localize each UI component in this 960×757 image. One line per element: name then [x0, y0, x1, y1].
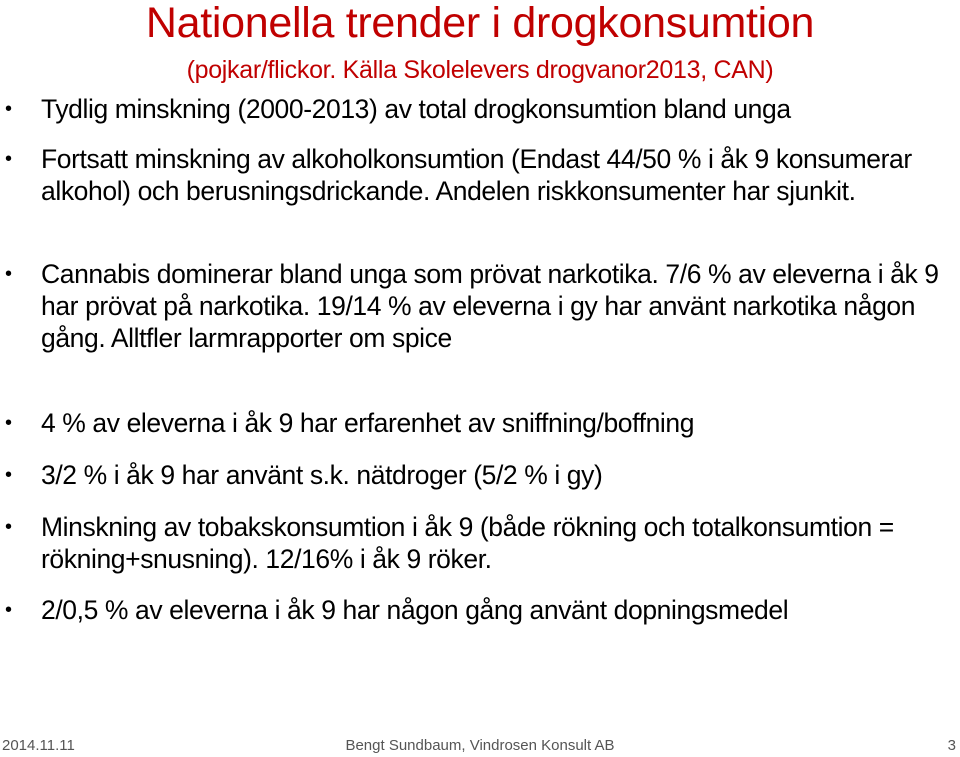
- bullet-dot-icon: •: [5, 464, 12, 486]
- footer-page-number: 3: [947, 737, 956, 754]
- slide-subtitle: (pojkar/flickor. Källa Skolelevers drogvanor2013, CAN): [186, 56, 774, 84]
- bullet-item: [0, 511, 940, 575]
- bullet-dot-icon: •: [5, 516, 12, 538]
- footer-author: Bengt Sundbaum, Vindrosen Konsult AB: [345, 737, 615, 754]
- bullet-text: Cannabis dominerar bland unga som prövat narkotika. 7/6 % av eleverna i åk 9 har prövat på narkotika. 19/14 % av eleverna i gy har använt narkotika någon gång. Alltfler larmrapporter om spice: [41, 259, 939, 353]
- bullet-item: [0, 258, 940, 354]
- slide-title: Nationella trender i drogkonsumtion: [145, 0, 815, 47]
- bullet-dot-icon: •: [5, 98, 12, 120]
- bullet-text: 2/0,5 % av eleverna i åk 9 har någon gång använt dopningsmedel: [41, 595, 789, 625]
- bullet-dot-icon: •: [5, 148, 12, 170]
- bullet-text: Fortsatt minskning av alkoholkonsumtion (Endast 44/50 % i åk 9 konsumerar alkohol) och berusningsdrickande. Andelen riskkonsumenter har sjunkit.: [41, 144, 912, 206]
- bullet-item: [0, 93, 940, 125]
- bullet-text: Tydlig minskning (2000-2013) av total drogkonsumtion bland unga: [41, 94, 791, 124]
- bullet-text: 3/2 % i åk 9 har använt s.k. nätdroger (5/2 % i gy): [41, 460, 603, 490]
- bullet-dot-icon: •: [5, 263, 12, 285]
- bullet-item: [0, 594, 940, 626]
- bullet-text: 4 % av eleverna i åk 9 har erfarenhet av sniffning/boffning: [41, 408, 695, 438]
- footer-date: 2014.11.11: [2, 737, 75, 754]
- bullet-item: [0, 143, 940, 207]
- bullet-item: [0, 407, 940, 439]
- bullet-dot-icon: •: [5, 412, 12, 434]
- bullet-text: Minskning av tobakskonsumtion i åk 9 (både rökning och totalkonsumtion = rökning+snusning). 12/16% i åk 9 röker.: [41, 512, 894, 574]
- bullet-item: [0, 459, 940, 491]
- bullet-dot-icon: •: [5, 599, 12, 621]
